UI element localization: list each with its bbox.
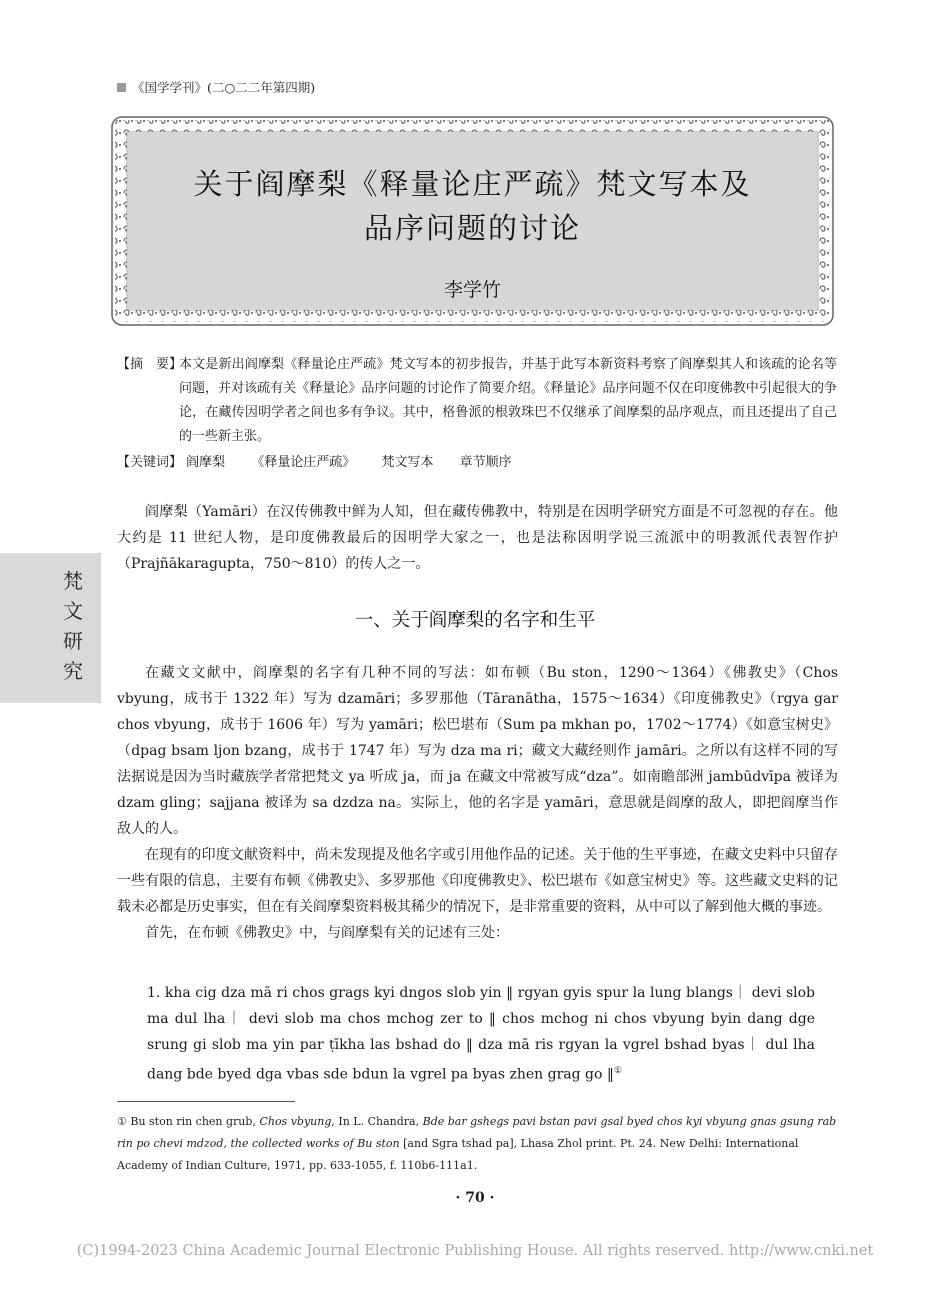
paragraph: 阎摩梨（Yamāri）在汉传佛教中鲜为人知，但在藏传佛教中，特别是在因明学研究方面是不可忽视的存在。他大约是 11 世纪人物，是印度佛教最后的因明学大家之一，也是法称因明学说三流派中的明教派代表智作护（Prajñākaragupta，750～810）的传人之一。 <box>117 504 838 572</box>
footnote-title: Chos vbyung <box>259 1115 332 1128</box>
keywords-label: 【关键词】 <box>117 455 183 470</box>
sidebar-char: 梵 <box>63 569 83 593</box>
paragraph: 首先，在布顿《佛教史》中，与阎摩梨有关的记述有三处： <box>145 925 509 941</box>
quote-text: 1. kha cig dza mā ri chos grags kyi dngos slob yin ‖ rgyan gyis spur la lung blangs｜ devi slob ma dul lha｜ devi slob ma chos mchog zer to ‖ chos mchog ni chos vbyung byin dang dge srung gi slob ma yin par ṭīkha las bshad do ‖ dza mā ris rgyan la vgrel bshad byas｜ dul lha dang bde byed dga vbas sde bdun la vgrel pa byas zhen grag go ‖ <box>147 985 815 1083</box>
page-title <box>128 162 817 250</box>
footnote-text: , <box>223 1137 227 1150</box>
footnote-author: Bu ston rin chen grub, <box>130 1115 256 1128</box>
footnote-title: the collected works of Bu ston <box>230 1137 400 1150</box>
keywords <box>117 451 534 475</box>
abstract <box>117 353 837 449</box>
footnote-divider <box>117 1101 295 1102</box>
footnote-marker: ① <box>117 1115 127 1128</box>
journal-header <box>117 78 315 96</box>
footnote-title: Bde bar gshegs pavi bstan pavi gsal byed chos kyi vbyung gnas gsung rab rin po chevi mdzod <box>117 1115 837 1150</box>
footnote <box>117 1111 837 1177</box>
intro-paragraph <box>117 499 838 577</box>
title-box <box>110 115 835 327</box>
paragraph: 在藏文文献中，阎摩梨的名字有几种不同的写法：如布顿（Bu ston，1290～1364）《佛教史》（Chos vbyung，成书于 1322 年）写为 dzamāri；多罗那他（Tāranātha，1575～1634）《印度佛教史》（rgya gar chos vbyung，成书于 1606 年）写为 yamāri；松巴堪布（Sum pa mkhan po，1702～1774）《如意宝树史》（dpag bsam ljon bzang，成书于 1747 年）写为 dza ma ri；藏文大藏经则作 jamāri。之所以有这样不同的写法据说是因为当时藏族学者常把梵文 ya 听成 ja，而 ja 在藏文中常被写成“dza”。如南瞻部洲 jambūdvīpa 被译为 dzam gling；sajjana 被译为 sa dzdza na。实际上，他的名字是 yamāri，意思就是阎摩的敌人，即把阎摩当作敌人的人。 <box>117 665 838 837</box>
section-heading: 一、关于阎摩梨的名字和生平 <box>354 610 596 631</box>
author: 李学竹 <box>443 279 501 301</box>
section-body <box>117 660 838 946</box>
keyword: 阎摩梨 <box>186 455 226 470</box>
journal-name: 《国学学刊》(二○二二年第四期) <box>132 80 316 95</box>
title-line-1: 关于阎摩梨《释量论庄严疏》梵文写本及 <box>193 167 752 201</box>
footnote-ref[interactable]: ① <box>613 1066 622 1076</box>
copyright-watermark: (C)1994-2023 China Academic Journal Electronic Publishing House. All rights reserved. http://www.cnki.net <box>76 1243 874 1259</box>
footnote-text: [and Sgra tshad pa], Lhasa Zhol print. Pt. 24. New Delhi: International Academy of Indian Culture, 1971, pp. 633-1055, f. 110b6-111a1. <box>117 1137 799 1172</box>
abstract-label: 【摘 要】 <box>117 357 183 372</box>
tibetan-quote <box>147 980 815 1088</box>
sidebar-char: 究 <box>63 659 83 683</box>
header-square-icon <box>117 83 126 92</box>
keyword: 《释量论庄严疏》 <box>251 455 356 470</box>
abstract-text: 本文是新出阎摩梨《释量论庄严疏》梵文写本的初步报告，并基于此写本新资料考察了阎摩梨其人和该疏的论名等问题，并对该疏有关《释量论》品序问题的讨论作了简要介绍。《释量论》品序问题不仅在印度佛教中引起很大的争论，在藏传因明学者之间也多有争议。其中，格鲁派的根敦珠巴不仅继承了阎摩梨的品序观点，而且还提出了自己的一些新主张。 <box>179 357 837 444</box>
title-line-2: 品序问题的讨论 <box>363 211 581 245</box>
keyword: 梵文写本 <box>381 455 434 470</box>
keyword: 章节顺序 <box>459 455 512 470</box>
sidebar-char: 研 <box>63 629 83 653</box>
page-number: · 70 · <box>455 1190 495 1206</box>
sidebar-char: 文 <box>63 599 83 623</box>
footnote-text: , In L. Chandra, <box>331 1115 420 1128</box>
paragraph: 在现有的印度文献资料中，尚未发现提及他名字或引用他作品的记述。关于他的生平事迹，在藏文史料中只留存一些有限的信息，主要有布顿《佛教史》、多罗那他《印度佛教史》、松巴堪布《如意宝树史》等。这些藏文史料的记载未必都是历史事实，但在有关阎摩梨资料极其稀少的情况下，是非常重要的资料，从中可以了解到他大概的事迹。 <box>117 847 838 915</box>
title-panel <box>128 132 817 310</box>
